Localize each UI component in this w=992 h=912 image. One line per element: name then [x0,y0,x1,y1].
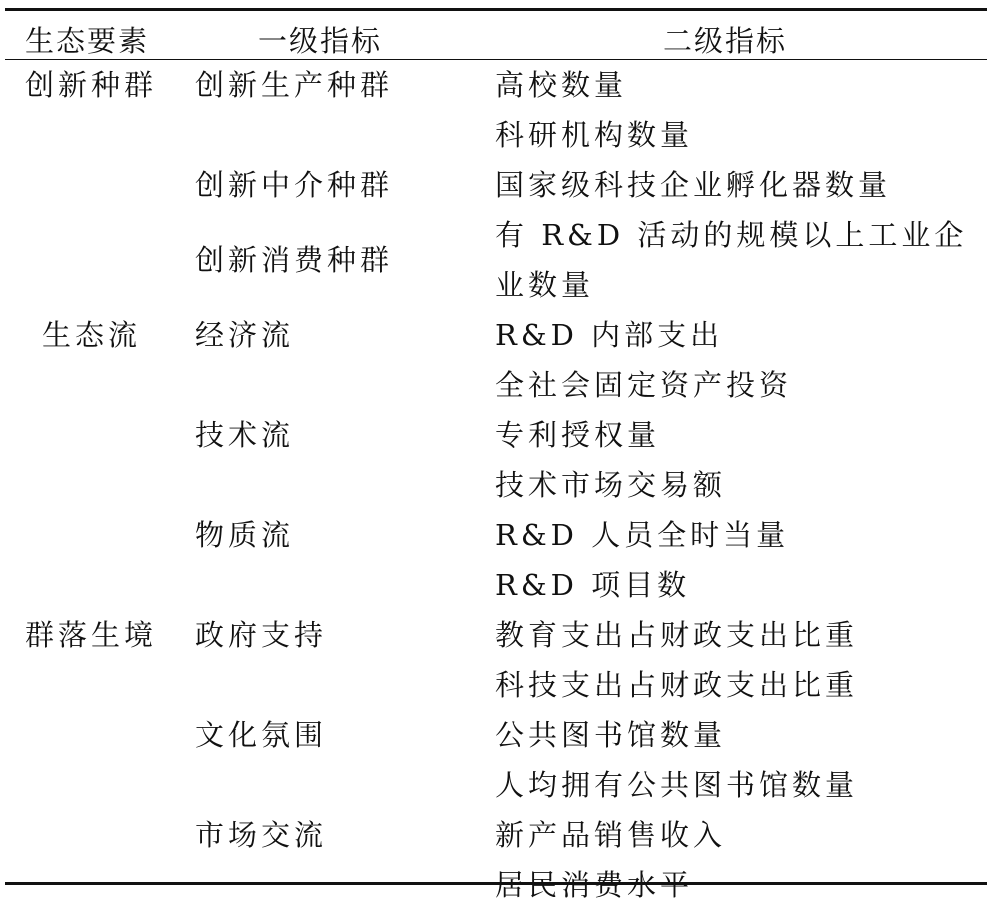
secondary-item: 技术市场交易额 [495,468,727,502]
header-primary-indicator: 一级指标 [258,24,383,58]
secondary-item: R&D 人员全时当量 [495,518,790,552]
primary-government-support: 政府支持 [195,618,328,652]
table-header [5,11,987,59]
table-body [5,60,987,902]
primary-innovation-consumption: 创新消费种群 [195,243,394,277]
secondary-item: R&D 内部支出 [495,318,724,352]
secondary-item: 教育支出占财政支出比重 [495,618,859,652]
secondary-item: 新产品销售收入 [495,818,727,852]
element-community-habitat: 群落生境 [25,618,158,652]
header-ecological-element: 生态要素 [25,24,150,58]
secondary-item: 科研机构数量 [495,118,694,152]
primary-market-exchange: 市场交流 [195,818,328,852]
element-innovation-population: 创新种群 [25,68,158,102]
secondary-item: 公共图书馆数量 [495,718,727,752]
secondary-item: 高校数量 [495,68,628,102]
secondary-item: 国家级科技企业孵化器数量 [495,168,892,202]
secondary-item: 业数量 [495,268,595,302]
primary-cultural-atmosphere: 文化氛围 [195,718,328,752]
primary-technology-flow: 技术流 [195,418,295,452]
primary-innovation-production: 创新生产种群 [195,68,394,102]
secondary-item: 人均拥有公共图书馆数量 [495,768,859,802]
primary-innovation-intermediary: 创新中介种群 [195,168,394,202]
secondary-item: R&D 项目数 [495,568,691,602]
indicator-table [5,8,987,902]
secondary-item: 科技支出占财政支出比重 [495,668,859,702]
secondary-item: 居民消费水平 [495,868,694,902]
primary-economic-flow: 经济流 [195,318,295,352]
secondary-item: 有 R&D 活动的规模以上工业企 [495,218,968,252]
element-ecological-flow: 生态流 [42,318,142,352]
secondary-item: 专利授权量 [495,418,661,452]
secondary-item: 全社会固定资产投资 [495,368,793,402]
header-secondary-indicator: 二级指标 [663,24,788,58]
primary-material-flow: 物质流 [195,518,295,552]
